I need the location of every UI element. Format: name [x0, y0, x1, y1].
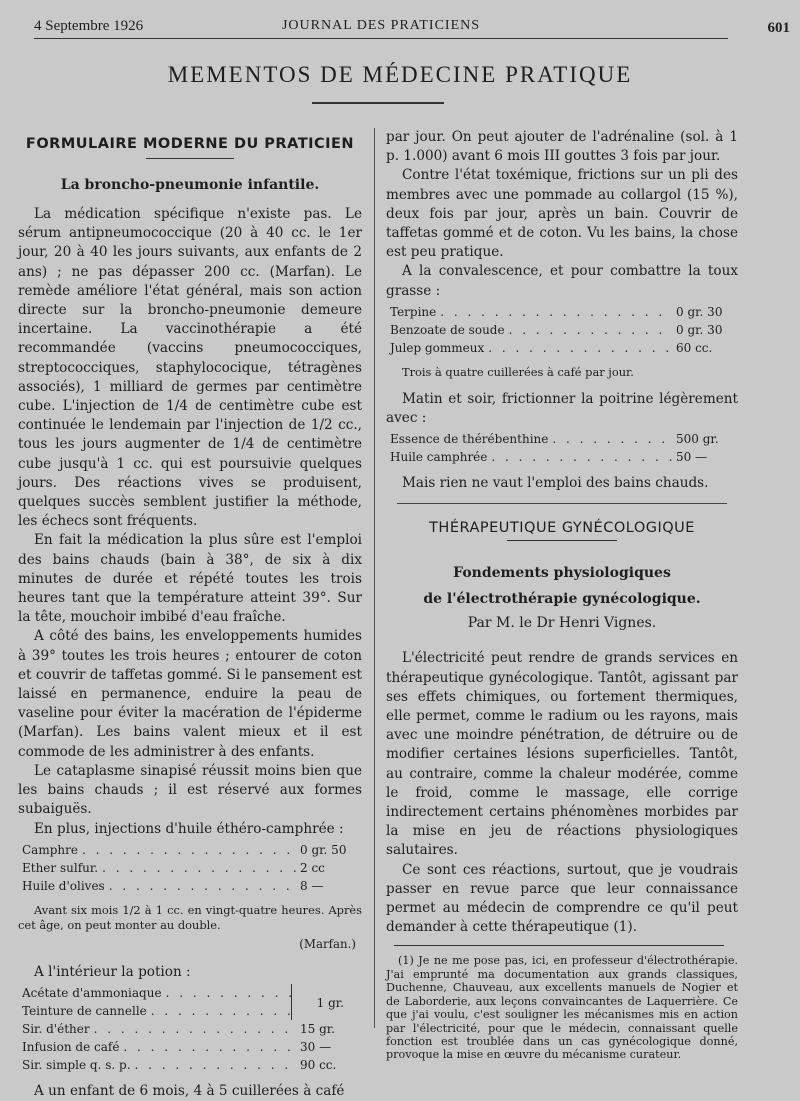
article-title-line-1: Fondements physiologiques — [453, 565, 671, 582]
rx-line — [390, 321, 738, 339]
rx-dose: 15 gr. — [300, 1021, 335, 1036]
rx-dose: 0 gr. 30 — [676, 304, 723, 319]
paragraph: L'électricité peut rendre de grands services en thérapeutique gynécologique. Tantôt, agissant par ses effets chimiques, ou fortement thermiques, elle permet, comme le radium ou les rayons, mais avec une moindre pénétration, de détruire ou de modifier certaines lésions superficielles. Tantôt, au contraire, comme la chaleur modérée, comme le froid, comme le massage, elle corrige indirectement certains phénomènes morbides par la mise en jeu de réactions physiologiques salutaires. — [386, 650, 738, 859]
rx-instructions: Trois à quatre cuillerées à café par jour. — [402, 364, 634, 379]
rx-ingredient: Acétate d'ammoniaque — [22, 985, 162, 1000]
rx-ingredient: Huile camphrée — [390, 450, 488, 465]
paragraph: Matin et soir, frictionner la poitrine légèrement avec : — [386, 390, 738, 427]
rx-dose: 60 cc. — [676, 340, 713, 355]
section-title-formulaire: FORMULAIRE MODERNE DU PRATICIEN — [25, 136, 355, 152]
header-journal-name: JOURNAL DES PRATICIENS — [281, 18, 481, 33]
rx-dose: 0 gr. 30 — [676, 322, 723, 337]
footnote-rule — [394, 945, 724, 946]
paragraph: par jour. On peut ajouter de l'adrénaline (sol. à 1 p. 1.000) avant 6 mois III gouttes 3 fois par jour. — [386, 129, 738, 165]
brace-bracket — [291, 984, 300, 1020]
paragraph: En plus, injections d'huile éthéro-camphrée : — [34, 820, 344, 837]
rx-ingredient: Benzoate de soude — [390, 322, 505, 337]
prescription-potion — [22, 984, 362, 1074]
leader-dots — [151, 1002, 296, 1020]
article-title-line-2: de l'électrothérapie gynécologique. — [423, 591, 701, 608]
rx-line — [22, 1038, 362, 1056]
leader-dots — [552, 430, 672, 448]
rx-dose: 30 — — [300, 1039, 332, 1054]
rx-ingredient: Julep gommeux — [390, 340, 485, 355]
leader-dots — [109, 877, 296, 895]
paragraph: Ce sont ces réactions, surtout, que je voudrais passer en revue parce que leur connaissance permet au médecin de comprendre ce qu'il peut demander à cette thérapeutique (1). — [386, 861, 738, 936]
paragraph: A un enfant de 6 mois, 4 à 5 cuillerées à café — [34, 1082, 345, 1099]
leader-dots — [135, 1056, 296, 1074]
rx-line — [22, 984, 362, 1002]
rx-dose: 2 cc — [300, 860, 325, 875]
page-number: 601 — [767, 20, 790, 36]
header-date: 4 Septembre 1926 — [34, 18, 144, 34]
rx-dose: 90 cc. — [300, 1057, 337, 1072]
rx-ingredient: Terpine — [390, 304, 437, 319]
right-column — [386, 128, 738, 1062]
leader-dots — [123, 1038, 296, 1056]
leader-dots — [440, 303, 672, 321]
rx-line — [390, 430, 738, 448]
article-title-broncho: La broncho-pneumonie infantile. — [60, 177, 320, 193]
column-divider — [374, 128, 375, 1028]
paragraph: Mais rien ne vaut l'emploi des bains chauds. — [402, 475, 709, 492]
rx-dose: 50 — — [676, 450, 708, 465]
paragraph: A la convalescence, et pour combattre la toux grasse : — [386, 263, 738, 299]
page-title: MEMENTOS DE MÉDECINE PRATIQUE — [167, 62, 633, 87]
prescription-toux — [390, 303, 738, 357]
rx-ingredient: Sir. d'éther — [22, 1021, 90, 1036]
bracket-group — [22, 984, 362, 1020]
rx-line — [22, 1056, 362, 1074]
rx-ingredient: Teinture de cannelle — [22, 1003, 147, 1018]
title-rule — [312, 102, 444, 104]
leader-dots — [509, 321, 672, 339]
rx-dose: 1 gr. — [316, 995, 344, 1010]
prescription-friction — [390, 430, 738, 466]
rx-dose: 500 gr. — [676, 432, 719, 447]
rx-line — [22, 859, 362, 877]
rx-ingredient: Infusion de café — [22, 1039, 120, 1054]
rx-line — [390, 303, 738, 321]
section-title-gynecologique: THÉRAPEUTIQUE GYNÉCOLOGIQUE — [429, 520, 695, 537]
prescription-camphree — [22, 841, 362, 895]
section-rule — [146, 158, 234, 159]
rx-line — [390, 448, 738, 466]
paragraph: La médication spécifique n'existe pas. Le sérum antipneumococcique (20 à 40 cc. le 1er jour, 20 à 40 les jours suivants, aux enfants de 2 ans) ; ne pas dépasser 200 cc. (Marfan). Le remède améliore l'état général, mais son action directe sur la broncho-pneumonie demeure incertaine. La vaccinothérapie a été recommandée (vaccins pneumococciques, streptococciques, staphylococique, tétragènes associés), 1 milliard de germes par centimètre cube. L'injection de 1/4 de centimètre cube est continuée le lendemain par l'injection de 1/2 cc., tous les jours augmenter de 1/4 de centimètre cube jusqu'à 1 cc. qui est poursuivie quelques jours. Des réactions vives se produisent, quelques succès semblent justifier la méthode, les échecs sont fréquents. — [18, 206, 362, 530]
rx-instructions: Avant six mois 1/2 à 1 cc. en vingt-quatre heures. Après cet âge, on peut monter au double. — [18, 902, 362, 932]
leader-dots — [491, 448, 672, 466]
footnote: (1) Je ne me pose pas, ici, en professeur d'électrothérapie. J'ai emprunté ma documentation aux grands classiques, Duchenne, Chauveau, aux excellents manuels de Nogier et de Laborderie, aux leçons convaincantes de Laquerrière. Ce que j'ai voulu, c'est souligner les mécanismes mis en action par l'électricité, pour que le médecin, connaissant quelle fonction est troublée dans un cas gynécologique donné, provoque la mise en œuvre du mécanisme curateur. — [386, 954, 738, 1062]
rx-line — [22, 877, 362, 895]
rx-ingredient: Ether sulfur. — [22, 860, 99, 875]
leader-dots — [94, 1020, 296, 1038]
rx-line — [22, 1020, 362, 1038]
rx-line — [22, 841, 362, 859]
left-column — [18, 128, 362, 1101]
leader-dots — [166, 984, 296, 1002]
spacer — [386, 380, 738, 390]
section-rule — [507, 540, 617, 541]
rx-ingredient: Sir. simple q. s. p. — [22, 1057, 131, 1072]
section-separator — [397, 503, 727, 504]
leader-dots — [488, 339, 672, 357]
rx-ingredient: Camphre — [22, 842, 78, 857]
paragraph: En fait la médication la plus sûre est l'emploi des bains chauds (bain à 38°, de six à dix minutes de durée et répété toutes les trois heures tant que la température atteint 39°. Sur la tête, mouchoir imbibé d'eau fraîche. — [18, 532, 362, 626]
paragraph: Contre l'état toxémique, frictions sur un pli des membres avec une pommade au collargol (15 %), deux fois par jour, après un bain. Couvrir de taffetas gommé et de coton. Vu les bains, la chose est peu pratique. — [386, 167, 738, 261]
rx-line — [22, 1002, 362, 1020]
rx-ingredient: Essence de thérébenthine — [390, 432, 549, 447]
article-author: Par M. le Dr Henri Vignes. — [467, 615, 657, 632]
rx-attribution: (Marfan.) — [299, 936, 356, 951]
rx-line — [390, 339, 738, 357]
rx-ingredient: Huile d'olives — [22, 878, 105, 893]
paragraph: A côté des bains, les enveloppements humides à 39° toutes les trois heures ; entourer de coton et couvrir de taffetas gommé. Si le pansement est laissé en permanence, enduire la peau de vaseline pour éviter la macération de l'épiderme (Marfan). Les bains valent mieux et il est commode de les administrer à des enfants. — [18, 628, 362, 760]
rx-dose: 8 — — [300, 878, 324, 893]
leader-dots — [82, 841, 296, 859]
running-header — [34, 18, 790, 39]
paragraph: Le cataplasme sinapisé réussit moins bien que les bains chauds ; il est réservé aux formes subaiguës. — [18, 762, 362, 818]
paragraph: A l'intérieur la potion : — [34, 963, 191, 980]
leader-dots — [102, 859, 296, 877]
rx-dose: 0 gr. 50 — [300, 842, 347, 857]
